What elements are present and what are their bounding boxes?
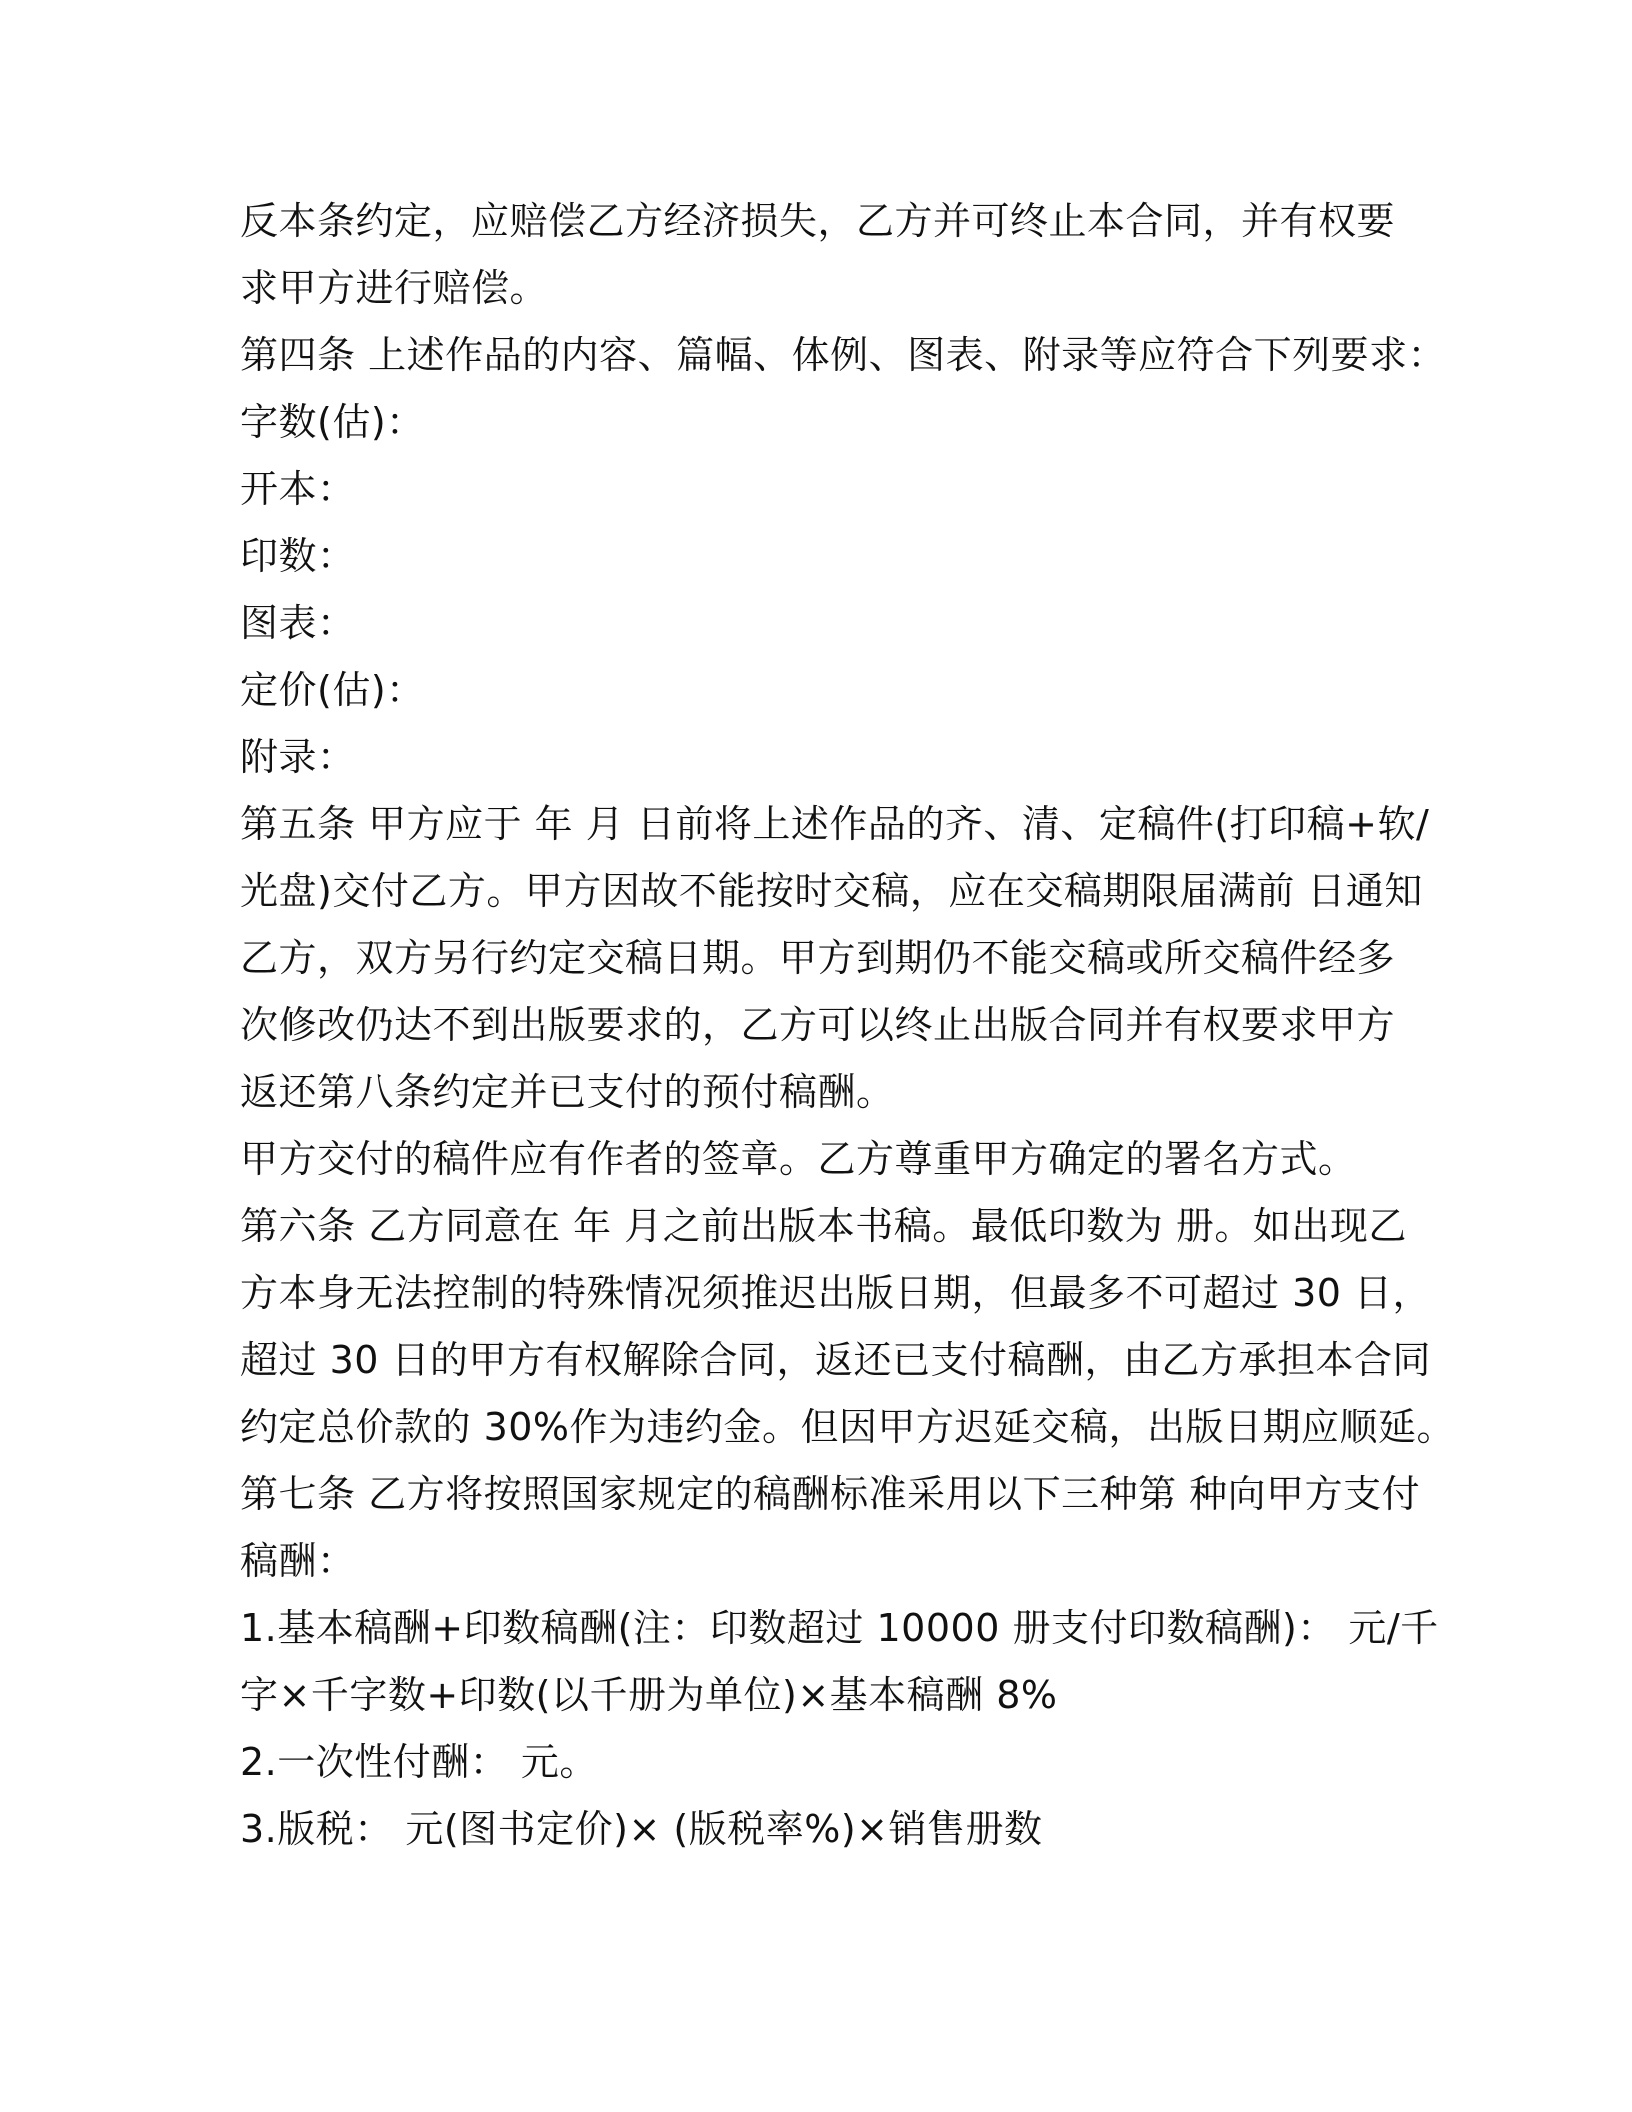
text-line: 约定总价款的 30%作为违约金。但因甲方迟延交稿，出版日期应顺延。 bbox=[240, 1405, 1456, 1449]
field-appendix: 附录： bbox=[240, 735, 356, 779]
text-line: 方本身无法控制的特殊情况须推迟出版日期，但最多不可超过 30 日， bbox=[240, 1271, 1432, 1315]
field-price: 定价(估)： bbox=[240, 668, 425, 712]
article-5-line: 第五条 甲方应于 年 月 日前将上述作品的齐、清、定稿件(打印稿+软/ bbox=[240, 802, 1430, 846]
article-7-line: 第七条 乙方将按照国家规定的稿酬标准采用以下三种第 种向甲方支付 bbox=[240, 1472, 1421, 1516]
text-line: 稿酬： bbox=[240, 1539, 356, 1583]
text-line: 次修改仍达不到出版要求的，乙方可以终止出版合同并有权要求甲方 bbox=[240, 1003, 1396, 1047]
text-line: 返还第八条约定并已支付的预付稿酬。 bbox=[240, 1070, 895, 1114]
field-format: 开本： bbox=[240, 467, 356, 511]
text-line: 超过 30 日的甲方有权解除合同，返还已支付稿酬，由乙方承担本合同 bbox=[240, 1338, 1432, 1382]
payment-option-2: 2.一次性付酬： 元。 bbox=[240, 1740, 598, 1784]
contract-body bbox=[240, 188, 1456, 1863]
text-line: 反本条约定，应赔偿乙方经济损失，乙方并可终止本合同，并有权要 bbox=[240, 199, 1396, 243]
field-print-run: 印数： bbox=[240, 534, 356, 578]
text-line: 求甲方进行赔偿。 bbox=[240, 266, 549, 310]
article-6-line: 第六条 乙方同意在 年 月之前出版本书稿。最低印数为 册。如出现乙 bbox=[240, 1204, 1407, 1248]
payment-option-1: 1.基本稿酬+印数稿酬(注：印数超过 10000 册支付印数稿酬)： 元/千 bbox=[240, 1606, 1439, 1650]
field-charts: 图表： bbox=[240, 601, 356, 645]
article-4-heading: 第四条 上述作品的内容、篇幅、体例、图表、附录等应符合下列要求： bbox=[240, 333, 1447, 377]
field-word-count: 字数(估)： bbox=[240, 400, 425, 444]
payment-option-3: 3.版税： 元(图书定价)× (版税率%)×销售册数 bbox=[240, 1807, 1043, 1851]
text-line: 字×千字数+印数(以千册为单位)×基本稿酬 8% bbox=[240, 1673, 1058, 1717]
text-line: 乙方，双方另行约定交稿日期。甲方到期仍不能交稿或所交稿件经多 bbox=[240, 936, 1396, 980]
text-line: 甲方交付的稿件应有作者的签章。乙方尊重甲方确定的署名方式。 bbox=[240, 1137, 1357, 1181]
text-line: 光盘)交付乙方。甲方因故不能按时交稿，应在交稿期限届满前 日通知 bbox=[240, 869, 1423, 913]
